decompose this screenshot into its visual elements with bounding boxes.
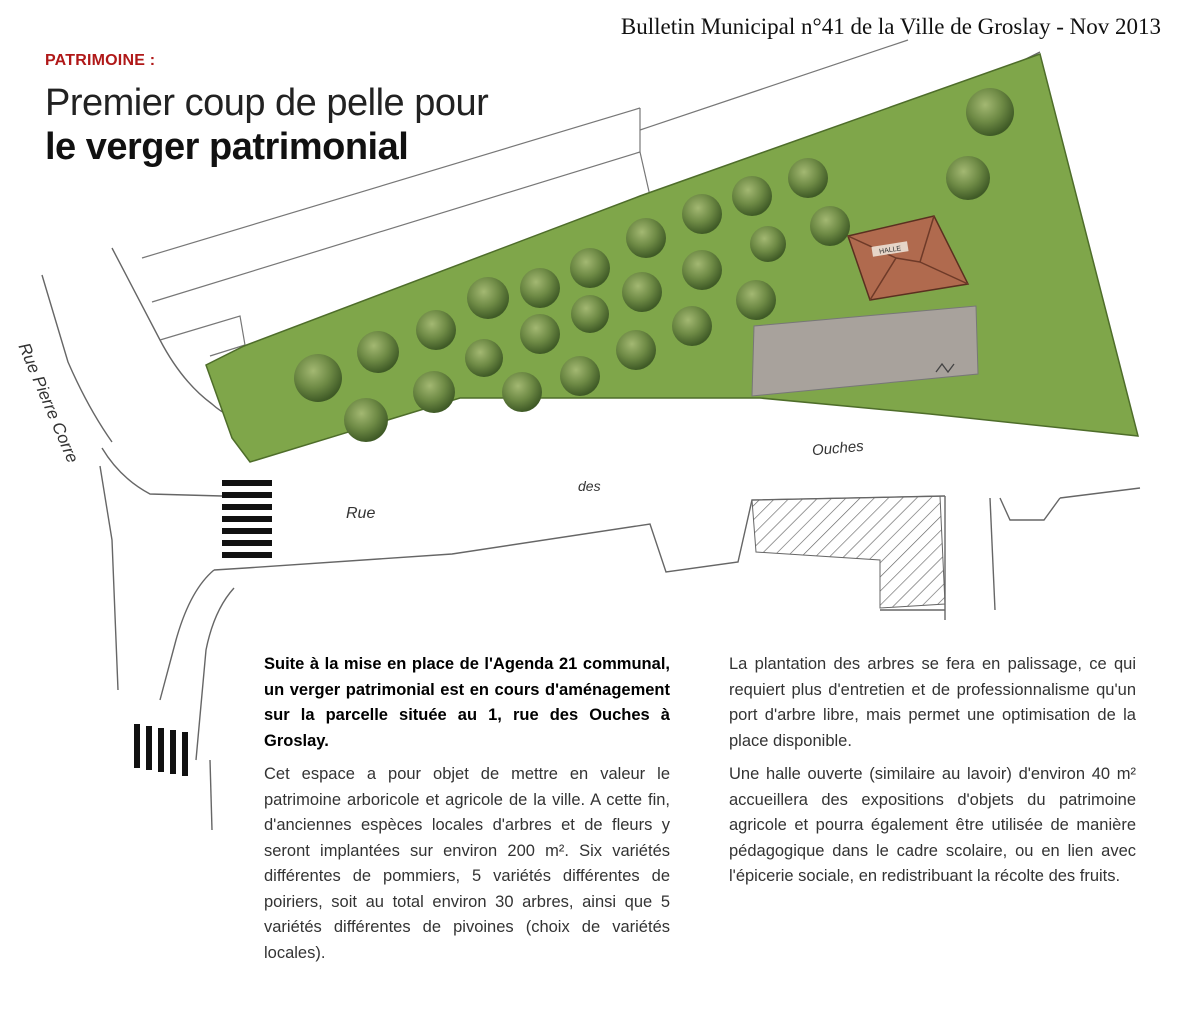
street-label-des: des (578, 478, 601, 494)
street-label-rue: Rue (346, 505, 376, 522)
article-column-2 (729, 652, 1136, 898)
halle-label: HALLE (878, 245, 902, 256)
article-lead: Suite à la mise en place de l'Agenda 21 communal, un verger patrimonial est en cours d'aménagement sur la parcelle située au 1, rue des Ouches à Groslay. (264, 655, 670, 750)
bulletin-header: Bulletin Municipal n°41 de la Ville de Groslay - Nov 2013 (620, 14, 1161, 39)
section-label: PATRIMOINE : (45, 52, 156, 69)
article-column-1 (264, 652, 670, 974)
article-title-line1: Premier coup de pelle pour (45, 82, 489, 124)
article-body-2: La plantation des arbres se fera en palissage, ce qui requiert plus d'entretien et de professionnalisme qu'un port d'arbre libre, mais permet une optimisation de la place disponible. (729, 655, 1136, 750)
article-title-line2: le verger patrimonial (45, 126, 409, 168)
article-body-3: Une halle ouverte (similaire au lavoir) d'environ 40 m² accueillera des expositions d'objets du patrimoine agricole et pourra également être utilisée de manière pédagogique dans le cadre scolaire, ou en lien avec l'épicerie sociale, en redistribuant la récolte des fruits. (729, 765, 1136, 885)
crosswalk-upper (222, 480, 272, 558)
crosswalk-lower (134, 724, 188, 776)
street-label-ouches: Ouches (811, 437, 865, 460)
street-label-pierre-corre: Rue Pierre Corre (14, 340, 83, 466)
hatched-parking (752, 496, 945, 608)
article-body-1: Cet espace a pour objet de mettre en valeur le patrimoine arboricole et agricole de la ville. A cette fin, d'anciennes espèces locales d'arbres et de fleurs y seront implantées sur environ 200 m². Six variétés différentes de pommiers, 5 variétés différentes de poiriers, soit au total environ 30 arbres, ainsi que 5 variétés différentes de pivoines (choix de variétés locales). (264, 765, 670, 962)
